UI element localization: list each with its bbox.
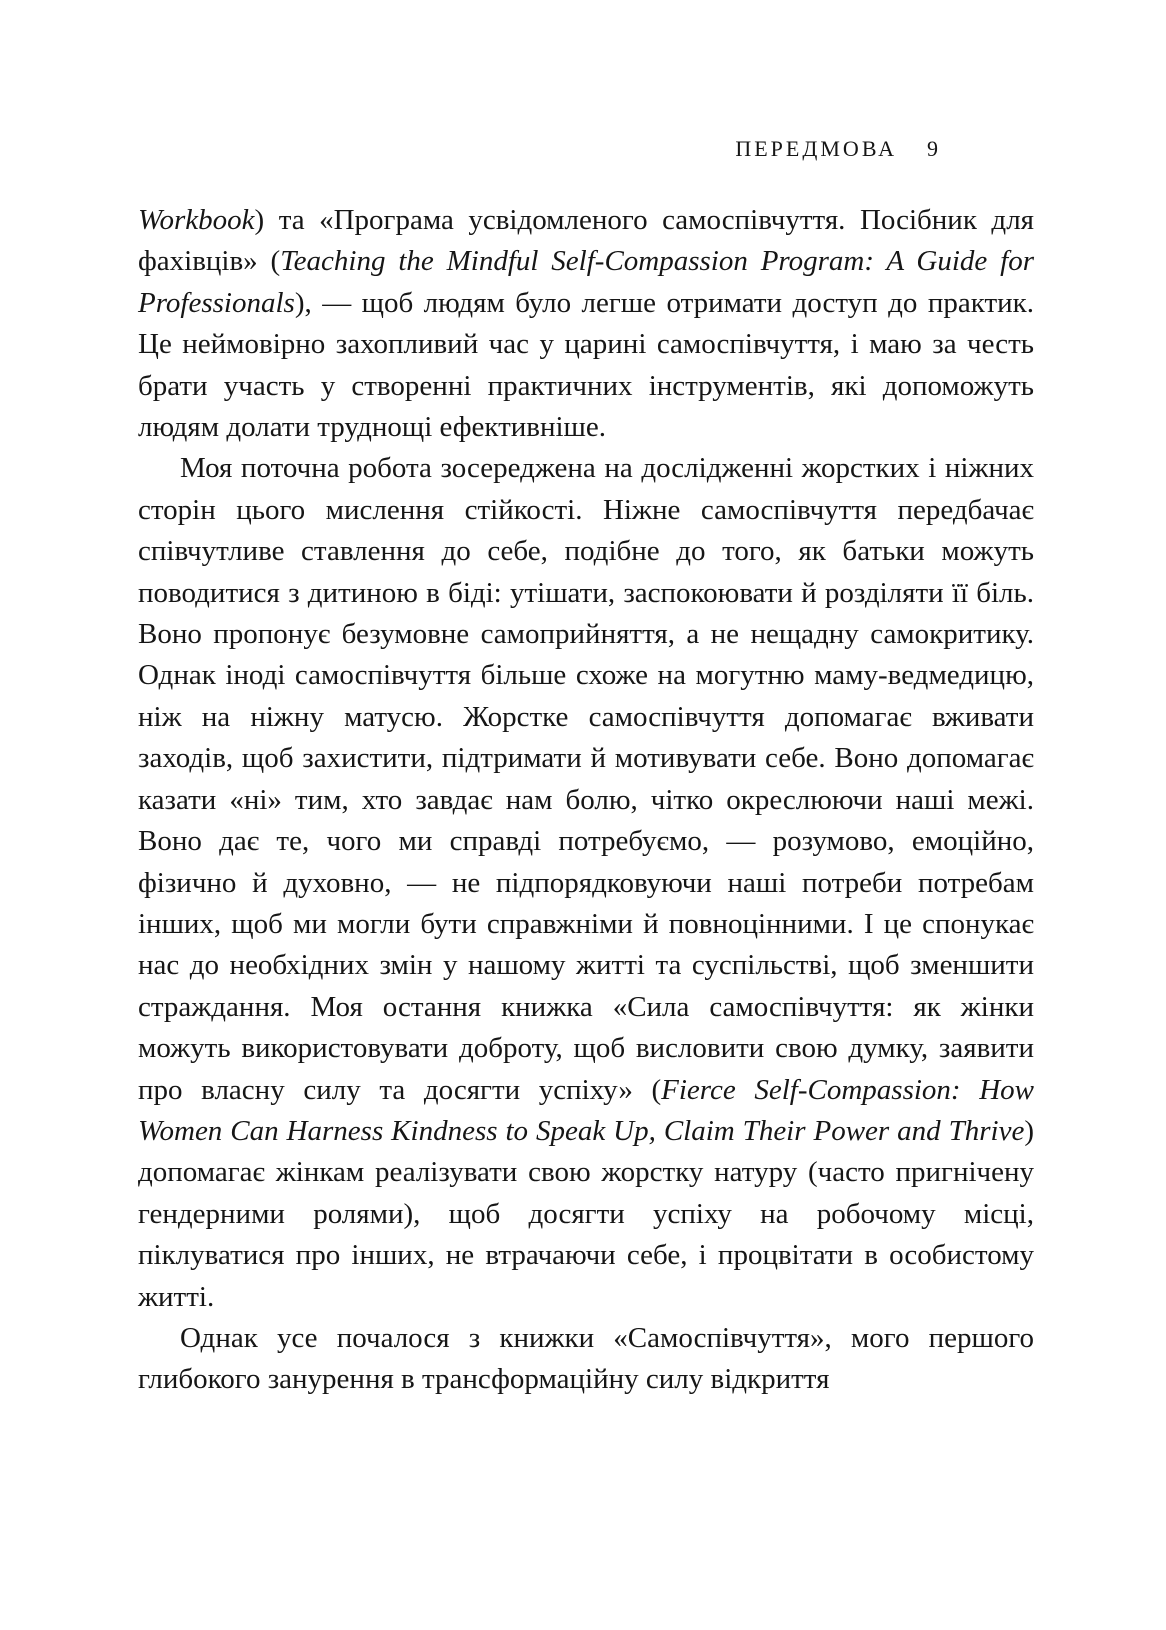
paragraph	[138, 1318, 1034, 1401]
chapter-title: ПЕРЕДМОВА	[735, 136, 897, 161]
paragraph	[138, 200, 1034, 448]
text-run: Моя поточна робота зосереджена на дослідженні жорстких і ніжних сторін цього мислення стійкості. Ніжне самоспівчуття передбачає співчутливе ставлення до себе, подібне до того, як батьки можуть поводитися з дитиною в біді: утішати, заспокоювати й розділяти її біль. Воно пропонує безумовне самоприйняття, а не нещадну самокритику. Однак іноді самоспівчуття більше схоже на могутню маму-ведмедицю, ніж на ніжну матусю. Жорстке самоспівчуття допомагає вживати заходів, щоб захистити, підтримати й мотивувати себе. Воно допомагає казати «ні» тим, хто завдає нам болю, чітко окреслюючи наші межі. Воно дає те, чого ми справді потребуємо, — розумово, емоційно, фізично й духовно, — не підпорядковуючи наші потреби потребам інших, щоб ми могли бути справжніми й повноцінними. І це спонукає нас до необхідних змін у нашому житті та суспільстві, щоб зменшити страждання. Моя остання книжка «Сила самоспівчуття: як жінки можуть використовувати доброту, щоб висловити свою думку, заявити про власну силу та досягти успіху» (	[138, 452, 1034, 1106]
text-run: ) та «Програма усвідомленого самоспівчуття. Посібник для фахівців» (	[138, 204, 1034, 278]
page-number: 9	[927, 136, 938, 161]
italic-text-run: Fierce Self-Compassion: How Women Can Harness Kindness to Speak Up, Claim Their Power and Thrive	[138, 1073, 1034, 1147]
text-run: ) допомагає жінкам реалізувати свою жорстку натуру (часто пригнічену гендерними ролями), щоб досягти успіху на робочому місці, піклуватися про інших, не втрачаючи себе, і процвітати в особистому житті.	[138, 1114, 1034, 1313]
text-run: ), — щоб людям було легше отримати доступ до практик. Це неймовірно захопливий час у царині самоспівчуття, і маю за честь брати участь у створенні практичних інструментів, які допоможуть людям долати труднощі ефективніше.	[138, 286, 1034, 444]
body-text	[138, 200, 1034, 1401]
text-run: Однак усе почалося з книжки «Самоспівчуття», мого першого глибокого занурення в трансформаційну силу відкриття	[138, 1321, 1034, 1396]
running-header	[138, 136, 938, 162]
paragraph	[138, 448, 1034, 1318]
italic-text-run: Workbook	[138, 204, 255, 236]
italic-text-run: Teaching the Mindful Self-Compassion Program: A Guide for Professionals	[138, 245, 1034, 319]
